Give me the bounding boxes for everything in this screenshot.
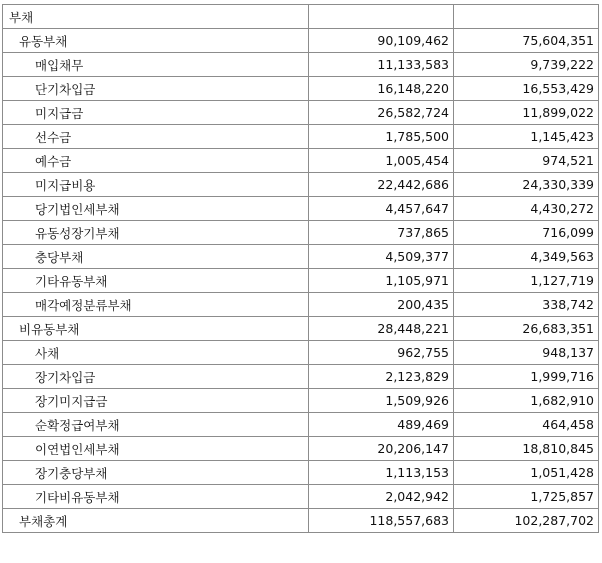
prior-period-value: 948,137 bbox=[454, 341, 599, 365]
table-row bbox=[3, 221, 599, 245]
prior-period-value: 1,725,857 bbox=[454, 485, 599, 509]
account-label: 기타유동부채 bbox=[3, 269, 309, 293]
account-label: 장기미지급금 bbox=[3, 389, 309, 413]
prior-period-value: 1,145,423 bbox=[454, 125, 599, 149]
account-label: 당기법인세부채 bbox=[3, 197, 309, 221]
current-period-value: 2,042,942 bbox=[309, 485, 454, 509]
liabilities-table bbox=[2, 4, 599, 533]
prior-period-value bbox=[454, 5, 599, 29]
prior-period-value: 974,521 bbox=[454, 149, 599, 173]
prior-period-value: 716,099 bbox=[454, 221, 599, 245]
table-row bbox=[3, 437, 599, 461]
table-row bbox=[3, 389, 599, 413]
current-period-value: 1,105,971 bbox=[309, 269, 454, 293]
account-label: 유동부채 bbox=[3, 29, 309, 53]
current-period-value: 4,457,647 bbox=[309, 197, 454, 221]
prior-period-value: 16,553,429 bbox=[454, 77, 599, 101]
table-row bbox=[3, 173, 599, 197]
prior-period-value: 18,810,845 bbox=[454, 437, 599, 461]
table-row bbox=[3, 245, 599, 269]
table-row bbox=[3, 101, 599, 125]
current-period-value: 1,509,926 bbox=[309, 389, 454, 413]
prior-period-value: 1,999,716 bbox=[454, 365, 599, 389]
account-label: 단기차입금 bbox=[3, 77, 309, 101]
current-period-value: 22,442,686 bbox=[309, 173, 454, 197]
account-label: 장기차입금 bbox=[3, 365, 309, 389]
current-period-value: 200,435 bbox=[309, 293, 454, 317]
account-label: 예수금 bbox=[3, 149, 309, 173]
current-period-value: 1,005,454 bbox=[309, 149, 454, 173]
prior-period-value: 9,739,222 bbox=[454, 53, 599, 77]
table-row bbox=[3, 269, 599, 293]
account-label: 부채총계 bbox=[3, 509, 309, 533]
table-row bbox=[3, 53, 599, 77]
table-row bbox=[3, 5, 599, 29]
account-label: 매각예정분류부채 bbox=[3, 293, 309, 317]
table-row bbox=[3, 317, 599, 341]
account-label: 충당부채 bbox=[3, 245, 309, 269]
current-period-value: 118,557,683 bbox=[309, 509, 454, 533]
prior-period-value: 75,604,351 bbox=[454, 29, 599, 53]
account-label: 비유동부채 bbox=[3, 317, 309, 341]
account-label: 부채 bbox=[3, 5, 309, 29]
current-period-value: 1,785,500 bbox=[309, 125, 454, 149]
account-label: 매입채무 bbox=[3, 53, 309, 77]
current-period-value bbox=[309, 5, 454, 29]
current-period-value: 4,509,377 bbox=[309, 245, 454, 269]
account-label: 기타비유동부채 bbox=[3, 485, 309, 509]
prior-period-value: 338,742 bbox=[454, 293, 599, 317]
current-period-value: 26,582,724 bbox=[309, 101, 454, 125]
account-label: 장기충당부채 bbox=[3, 461, 309, 485]
account-label: 미지급금 bbox=[3, 101, 309, 125]
current-period-value: 489,469 bbox=[309, 413, 454, 437]
table-row bbox=[3, 125, 599, 149]
current-period-value: 20,206,147 bbox=[309, 437, 454, 461]
table-row bbox=[3, 29, 599, 53]
table-row bbox=[3, 413, 599, 437]
table-row bbox=[3, 461, 599, 485]
table-row bbox=[3, 77, 599, 101]
prior-period-value: 1,127,719 bbox=[454, 269, 599, 293]
account-label: 이연법인세부채 bbox=[3, 437, 309, 461]
table-row bbox=[3, 197, 599, 221]
current-period-value: 90,109,462 bbox=[309, 29, 454, 53]
account-label: 순확정급여부채 bbox=[3, 413, 309, 437]
current-period-value: 962,755 bbox=[309, 341, 454, 365]
current-period-value: 11,133,583 bbox=[309, 53, 454, 77]
table-row bbox=[3, 365, 599, 389]
table-body bbox=[3, 5, 599, 533]
prior-period-value: 102,287,702 bbox=[454, 509, 599, 533]
current-period-value: 2,123,829 bbox=[309, 365, 454, 389]
prior-period-value: 11,899,022 bbox=[454, 101, 599, 125]
prior-period-value: 26,683,351 bbox=[454, 317, 599, 341]
table-row bbox=[3, 149, 599, 173]
table-row bbox=[3, 509, 599, 533]
table-row bbox=[3, 485, 599, 509]
table-row bbox=[3, 293, 599, 317]
prior-period-value: 4,349,563 bbox=[454, 245, 599, 269]
account-label: 선수금 bbox=[3, 125, 309, 149]
current-period-value: 737,865 bbox=[309, 221, 454, 245]
prior-period-value: 24,330,339 bbox=[454, 173, 599, 197]
prior-period-value: 1,682,910 bbox=[454, 389, 599, 413]
account-label: 유동성장기부채 bbox=[3, 221, 309, 245]
prior-period-value: 464,458 bbox=[454, 413, 599, 437]
account-label: 사채 bbox=[3, 341, 309, 365]
current-period-value: 16,148,220 bbox=[309, 77, 454, 101]
prior-period-value: 4,430,272 bbox=[454, 197, 599, 221]
current-period-value: 28,448,221 bbox=[309, 317, 454, 341]
account-label: 미지급비용 bbox=[3, 173, 309, 197]
table-row bbox=[3, 341, 599, 365]
current-period-value: 1,113,153 bbox=[309, 461, 454, 485]
prior-period-value: 1,051,428 bbox=[454, 461, 599, 485]
